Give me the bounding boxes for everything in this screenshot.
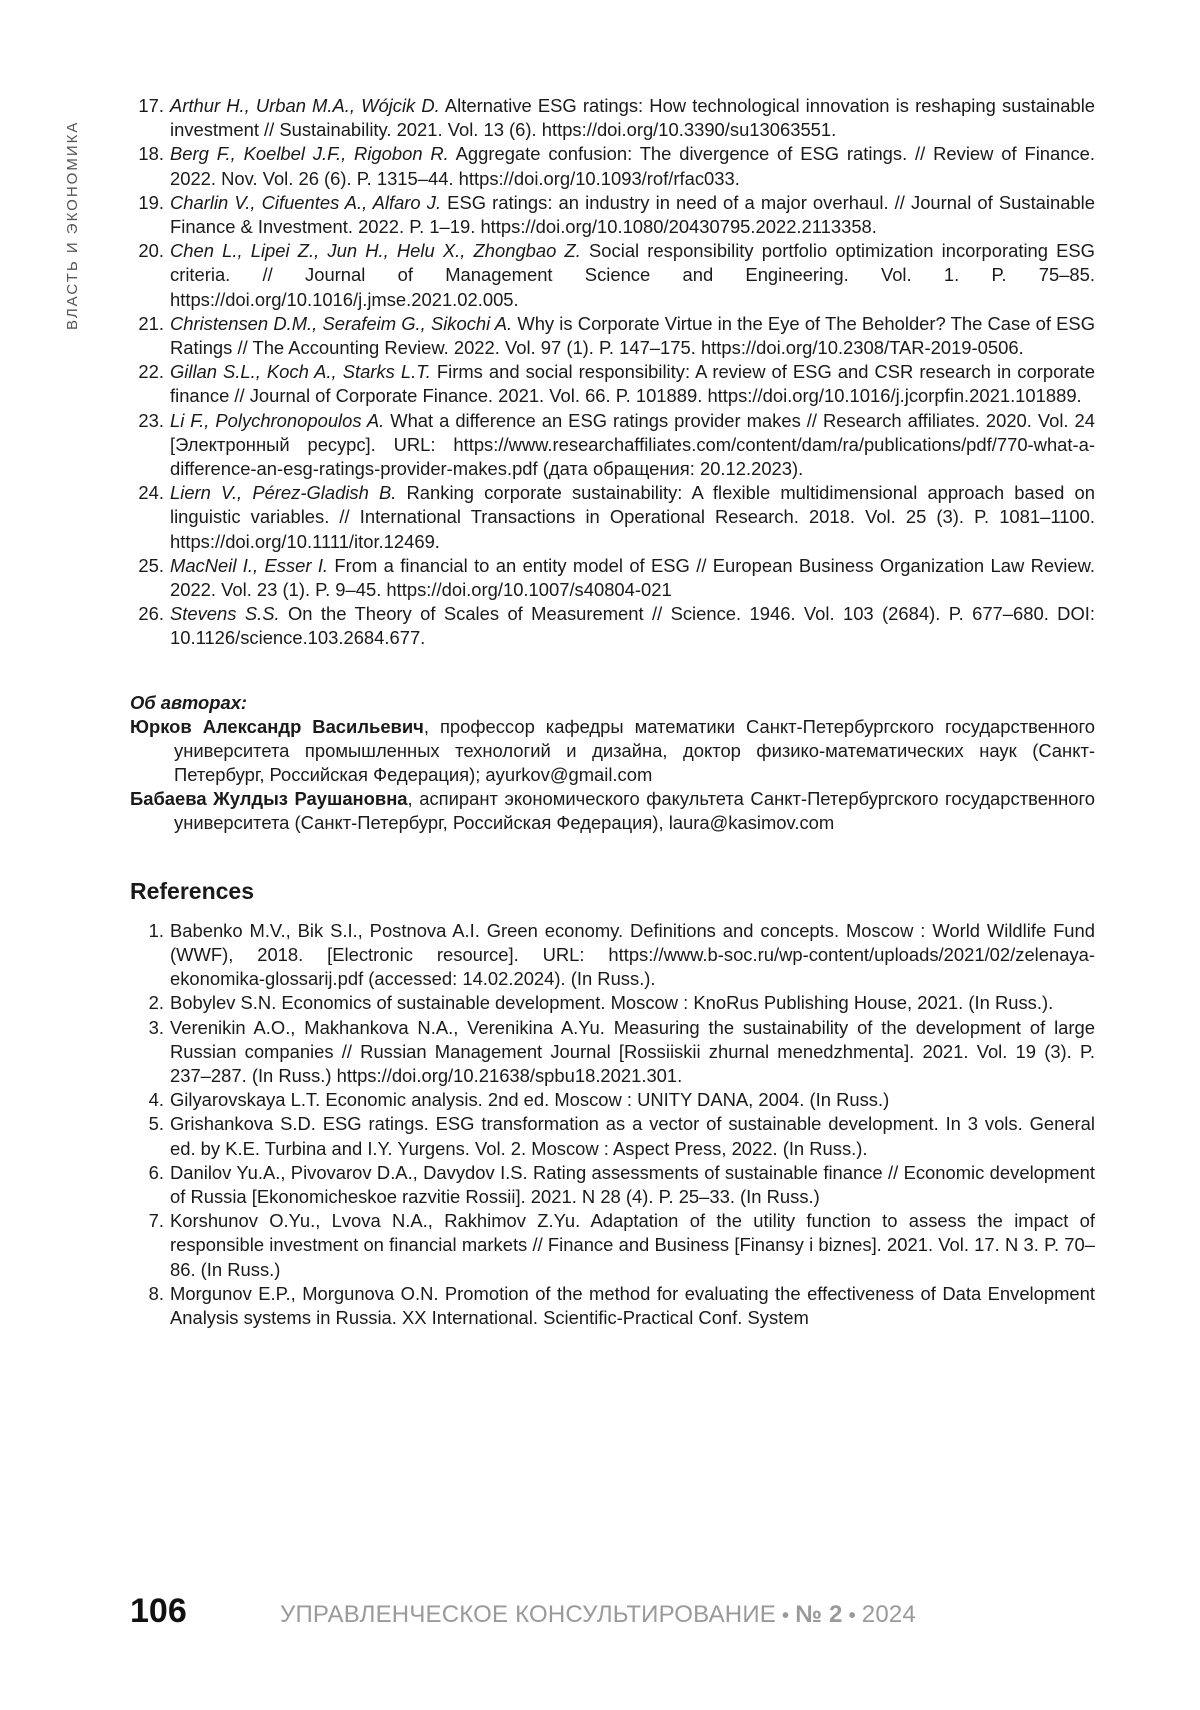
references-list bbox=[130, 919, 1095, 1330]
bibliography-item-text: On the Theory of Scales of Measurement // Science. 1946. Vol. 103 (2684). P. 677–680. DOI: 10.1126/science.103.2684.677. bbox=[170, 603, 1095, 648]
bibliography-item-text: From a financial to an entity model of ESG // European Business Organization Law Review. 2022. Vol. 23 (1). P. 9–45. https://doi.org/10.1007/s40804-021 bbox=[170, 555, 1095, 600]
reference-item-text: Grishankova S.D. ESG ratings. ESG transformation as a vector of sustainable development. In 3 vols. General ed. by K.E. Turbina and I.Y. Yurgens. Vol. 2. Moscow : Aspect Press, 2022. (In Russ.). bbox=[170, 1113, 1095, 1158]
bibliography-item-number: 22. bbox=[130, 360, 164, 384]
bibliography-item bbox=[130, 312, 1095, 360]
reference-item bbox=[130, 1088, 1095, 1112]
bibliography-item-text: Why is Corporate Virtue in the Eye of The Beholder? The Case of ESG Ratings // The Accounting Review. 2022. Vol. 97 (1). P. 147–175. https://doi.org/10.2308/TAR-2019-0506. bbox=[170, 313, 1095, 358]
references-heading: References bbox=[130, 878, 1095, 905]
author-entry bbox=[130, 787, 1095, 835]
bibliography-item-authors: Chen L., Lipei Z., Jun H., Helu X., Zhongbao Z. bbox=[170, 240, 581, 261]
bibliography-item-text: Social responsibility portfolio optimization incorporating ESG criteria. // Journal of Management Science and Engineering. Vol. 1. P. 75–85. https://doi.org/10.1016/j.jmse.2021.02.005. bbox=[170, 240, 1095, 309]
author-name: Юрков Александр Васильевич bbox=[130, 716, 424, 737]
bibliography-item bbox=[130, 142, 1095, 190]
reference-item-number: 7. bbox=[130, 1209, 164, 1233]
reference-item-text: Bobylev S.N. Economics of sustainable development. Moscow : KnoRus Publishing House, 2021. (In Russ.). bbox=[170, 992, 1053, 1013]
reference-item-number: 5. bbox=[130, 1112, 164, 1136]
bibliography-item-number: 20. bbox=[130, 239, 164, 263]
reference-item-number: 4. bbox=[130, 1088, 164, 1112]
reference-item-text: Babenko M.V., Bik S.I., Postnova A.I. Green economy. Definitions and concepts. Moscow : World Wildlife Fund (WWF), 2018. [Electronic resource]. URL: https://www.b-soc.ru/wp-content/uploads/2021/02/zelenaya-ekonomika-glossarij.pdf (accessed: 14.02.2024). (In Russ.). bbox=[170, 920, 1095, 989]
reference-item bbox=[130, 919, 1095, 992]
reference-item-number: 1. bbox=[130, 919, 164, 943]
separator-dot: • bbox=[849, 1605, 856, 1627]
bibliography-item-number: 25. bbox=[130, 554, 164, 578]
reference-item-number: 2. bbox=[130, 991, 164, 1015]
journal-name: УПРАВЛЕНЧЕСКОЕ КОНСУЛЬТИРОВАНИЕ bbox=[280, 1601, 776, 1628]
bibliography-item-number: 17. bbox=[130, 94, 164, 118]
bibliography-item-text: Firms and social responsibility: A review of ESG and CSR research in corporate finance // Journal of Corporate Finance. 2021. Vol. 66. P. 101889. https://doi.org/10.1016/j.jcorpfin.2021.101889. bbox=[170, 361, 1095, 406]
journal-issue: № 2 bbox=[795, 1601, 842, 1628]
reference-item bbox=[130, 1282, 1095, 1330]
bibliography-item bbox=[130, 602, 1095, 650]
reference-item bbox=[130, 1161, 1095, 1209]
bibliography-item bbox=[130, 94, 1095, 142]
reference-item-text: Gilyarovskaya L.T. Economic analysis. 2nd ed. Moscow : UNITY DANA, 2004. (In Russ.) bbox=[170, 1089, 889, 1110]
reference-item-text: Danilov Yu.A., Pivovarov D.A., Davydov I.S. Rating assessments of sustainable finance // Economic development of Russia [Ekonomicheskoe razvitie Rossii]. 2021. N 28 (4). P. 25–33. (In Russ.) bbox=[170, 1162, 1095, 1207]
reference-item bbox=[130, 1016, 1095, 1089]
about-authors-heading: Об авторах: bbox=[130, 691, 1095, 715]
page-content bbox=[130, 94, 1095, 1330]
bibliography-item-authors: MacNeil I., Esser I. bbox=[170, 555, 328, 576]
reference-item bbox=[130, 1209, 1095, 1282]
author-name: Бабаева Жулдыз Раушановна bbox=[130, 788, 408, 809]
author-details: , аспирант экономического факультета Санкт-Петербургского государственного университета (Санкт-Петербург, Российская Федерация), laura@kasimov.com bbox=[174, 788, 1095, 833]
author-entry bbox=[130, 715, 1095, 788]
bibliography-item bbox=[130, 554, 1095, 602]
bibliography-item-text: Aggregate confusion: The divergence of ESG ratings. // Review of Finance. 2022. Nov. Vol. 26 (6). P. 1315–44. https://doi.org/10.1093/rof/rfac033. bbox=[170, 143, 1095, 188]
journal-title bbox=[280, 1601, 916, 1629]
bibliography-item-authors: Gillan S.L., Koch A., Starks L.T. bbox=[170, 361, 431, 382]
bibliography-item bbox=[130, 360, 1095, 408]
bibliography-item-authors: Berg F., Koelbel J.F., Rigobon R. bbox=[170, 143, 449, 164]
bibliography-item-authors: Stevens S.S. bbox=[170, 603, 280, 624]
separator-dot: • bbox=[782, 1605, 789, 1627]
reference-item-number: 8. bbox=[130, 1282, 164, 1306]
bibliography-item bbox=[130, 239, 1095, 312]
author-details: , профессор кафедры математики Санкт-Петербургского государственного университета промышленных технологий и дизайна, доктор физико-математических наук (Санкт-Петербург, Российская Федерация); ayurkov@gmail.com bbox=[174, 716, 1095, 785]
bibliography-item-number: 26. bbox=[130, 602, 164, 626]
about-authors-section bbox=[130, 691, 1095, 836]
reference-item-text: Verenikin A.O., Makhankova N.A., Verenikina A.Yu. Measuring the sustainability of the development of large Russian companies // Russian Management Journal [Rossiiskii zhurnal menedzhmenta]. 2021. Vol. 19 (3). P. 237–287. (In Russ.) https://doi.org/10.21638/spbu18.2021.301. bbox=[170, 1017, 1095, 1086]
reference-item bbox=[130, 991, 1095, 1015]
bibliography-item bbox=[130, 191, 1095, 239]
bibliography-item bbox=[130, 409, 1095, 482]
reference-item bbox=[130, 1112, 1095, 1160]
bibliography-item-text: ESG ratings: an industry in need of a major overhaul. // Journal of Sustainable Finance & Investment. 2022. P. 1–19. https://doi.org/10.1080/20430795.2022.2113358. bbox=[170, 192, 1095, 237]
bibliography-item-number: 21. bbox=[130, 312, 164, 336]
bibliography-item-text: Alternative ESG ratings: How technological innovation is reshaping sustainable investment // Sustainability. 2021. Vol. 13 (6). https://doi.org/10.3390/su13063551. bbox=[170, 95, 1095, 140]
reference-item-number: 6. bbox=[130, 1161, 164, 1185]
bibliography-item-text: What a difference an ESG ratings provider makes // Research affiliates. 2020. Vol. 24 [Электронный ресурс]. URL: https://www.researchaffiliates.com/content/dam/ra/publications/pdf/770-what-a-difference-an-esg-ratings-provider-makes.pdf (дата обращения: 20.12.2023). bbox=[170, 410, 1095, 479]
bibliography-item-authors: Arthur H., Urban M.A., Wójcik D. bbox=[170, 95, 440, 116]
bibliography-list bbox=[130, 94, 1095, 651]
section-side-label: ВЛАСТЬ И ЭКОНОМИКА bbox=[64, 121, 81, 330]
reference-item-number: 3. bbox=[130, 1016, 164, 1040]
reference-item-text: Korshunov O.Yu., Lvova N.A., Rakhimov Z.Yu. Adaptation of the utility function to assess the impact of responsible investment on financial markets // Finance and Business [Finansy i biznes]. 2021. Vol. 17. N 3. P. 70–86. (In Russ.) bbox=[170, 1210, 1095, 1279]
bibliography-item-text: Ranking corporate sustainability: A flexible multidimensional approach based on linguistic variables. // International Transactions in Operational Research. 2018. Vol. 25 (3). P. 1081–1100. https://doi.org/10.1111/itor.12469. bbox=[170, 482, 1095, 551]
bibliography-item-number: 24. bbox=[130, 481, 164, 505]
journal-year: 2024 bbox=[862, 1601, 916, 1628]
reference-item-text: Morgunov E.P., Morgunova O.N. Promotion of the method for evaluating the effectiveness of Data Envelopment Analysis systems in Russia. XX International. Scientific-Practical Conf. System bbox=[170, 1283, 1095, 1328]
bibliography-item-number: 18. bbox=[130, 142, 164, 166]
page-footer bbox=[130, 1592, 1095, 1631]
bibliography-item-authors: Liern V., Pérez-Gladish B. bbox=[170, 482, 396, 503]
bibliography-item bbox=[130, 481, 1095, 554]
bibliography-item-authors: Christensen D.M., Serafeim G., Sikochi A. bbox=[170, 313, 512, 334]
bibliography-item-number: 23. bbox=[130, 409, 164, 433]
bibliography-item-authors: Charlin V., Cifuentes A., Alfaro J. bbox=[170, 192, 441, 213]
bibliography-item-number: 19. bbox=[130, 191, 164, 215]
page-number: 106 bbox=[130, 1592, 280, 1631]
bibliography-item-authors: Li F., Polychronopoulos A. bbox=[170, 410, 384, 431]
